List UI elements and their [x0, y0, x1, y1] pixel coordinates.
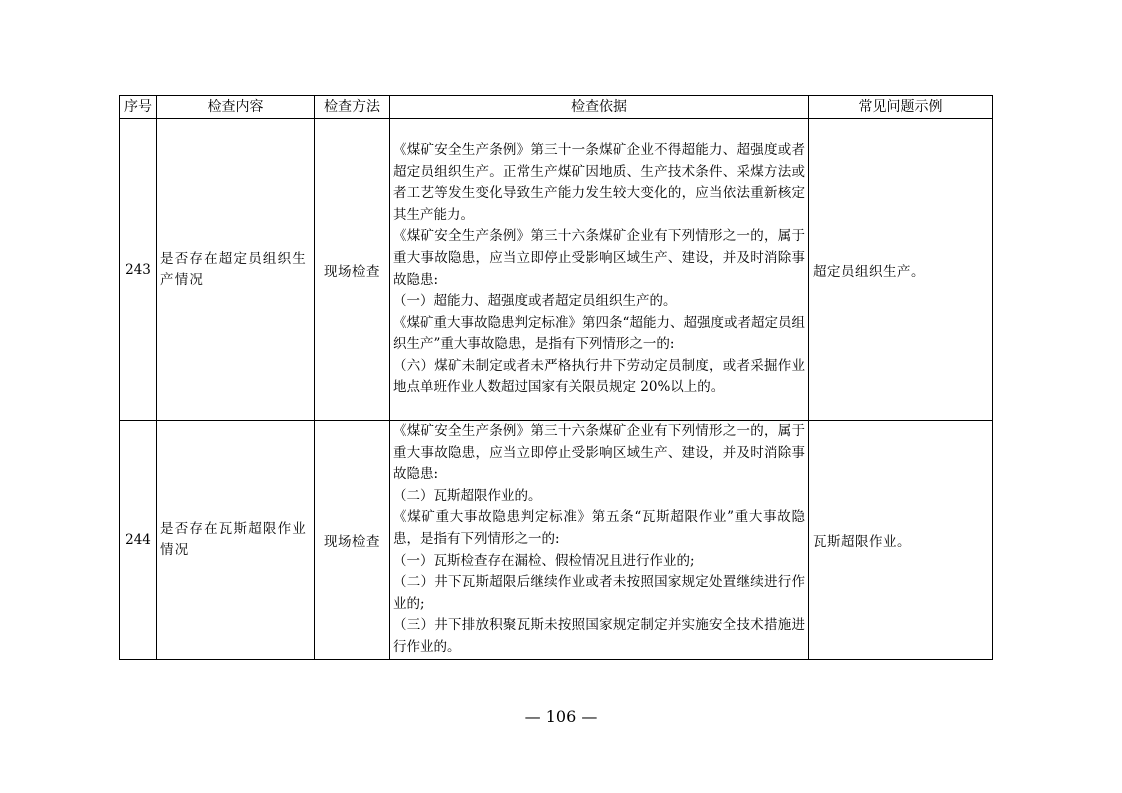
header-basis: 检查依据: [390, 96, 809, 119]
check-item: 是否存在瓦斯超限作业情况: [157, 421, 315, 660]
basis-paragraph: 《煤矿安全生产条例》第三十一条煤矿企业不得超能力、超强度或者超定员组织生产。正常生产煤矿因地质、生产技术条件、采煤方法或者工艺等发生变化导致生产能力发生较大变化的，应当依法重新核定其生产能力。: [393, 141, 805, 223]
table-header-row: [120, 96, 993, 119]
check-basis: [390, 421, 809, 660]
check-item: 是否存在超定员组织生产情况: [157, 119, 315, 421]
check-method: 现场检查: [315, 119, 390, 421]
table-row: [120, 119, 993, 421]
basis-paragraph: （六）煤矿未制定或者未严格执行井下劳动定员制度，或者采掘作业地点单班作业人数超过国家有关限员规定 20%以上的。: [393, 357, 805, 396]
page-number: — 106 —: [524, 707, 598, 726]
header-example: 常见问题示例: [809, 96, 993, 119]
inspection-table: [119, 95, 993, 660]
common-issue-example: 超定员组织生产。: [809, 119, 993, 421]
header-num: 序号: [120, 96, 157, 119]
header-item: 检查内容: [157, 96, 315, 119]
basis-paragraph: 《煤矿安全生产条例》第三十六条煤矿企业有下列情形之一的，属于重大事故隐患，应当立即停止受影响区域生产、建设，并及时消除事故隐患:: [393, 423, 805, 483]
common-issue-example: 瓦斯超限作业。: [809, 421, 993, 660]
basis-paragraph: （二）瓦斯超限作业的。: [393, 487, 542, 504]
check-method: 现场检查: [315, 421, 390, 660]
row-number: 243: [120, 119, 157, 421]
header-method: 检查方法: [315, 96, 390, 119]
basis-paragraph: （一）瓦斯检查存在漏检、假检情况且进行作业的;: [393, 552, 695, 569]
table-row: [120, 421, 993, 660]
check-basis: [390, 119, 809, 421]
basis-paragraph: （二）井下瓦斯超限后继续作业或者未按照国家规定处置继续进行作业的;: [393, 574, 805, 612]
basis-paragraph: 《煤矿重大事故隐患判定标准》第四条“超能力、超强度或者超定员组织生产”重大事故隐患，是指有下列情形之一的:: [393, 314, 805, 353]
basis-paragraph: 《煤矿安全生产条例》第三十六条煤矿企业有下列情形之一的，属于重大事故隐患，应当立即停止受影响区域生产、建设，并及时消除事故隐患:: [393, 228, 805, 288]
row-number: 244: [120, 421, 157, 660]
basis-paragraph: （一）超能力、超强度或者超定员组织生产的。: [393, 293, 677, 310]
basis-paragraph: 《煤矿重大事故隐患判定标准》第五条“瓦斯超限作业”重大事故隐患，是指有下列情形之一的:: [393, 509, 805, 547]
basis-paragraph: （三）井下排放积聚瓦斯未按照国家规定制定并实施安全技术措施进行作业的。: [393, 617, 805, 655]
